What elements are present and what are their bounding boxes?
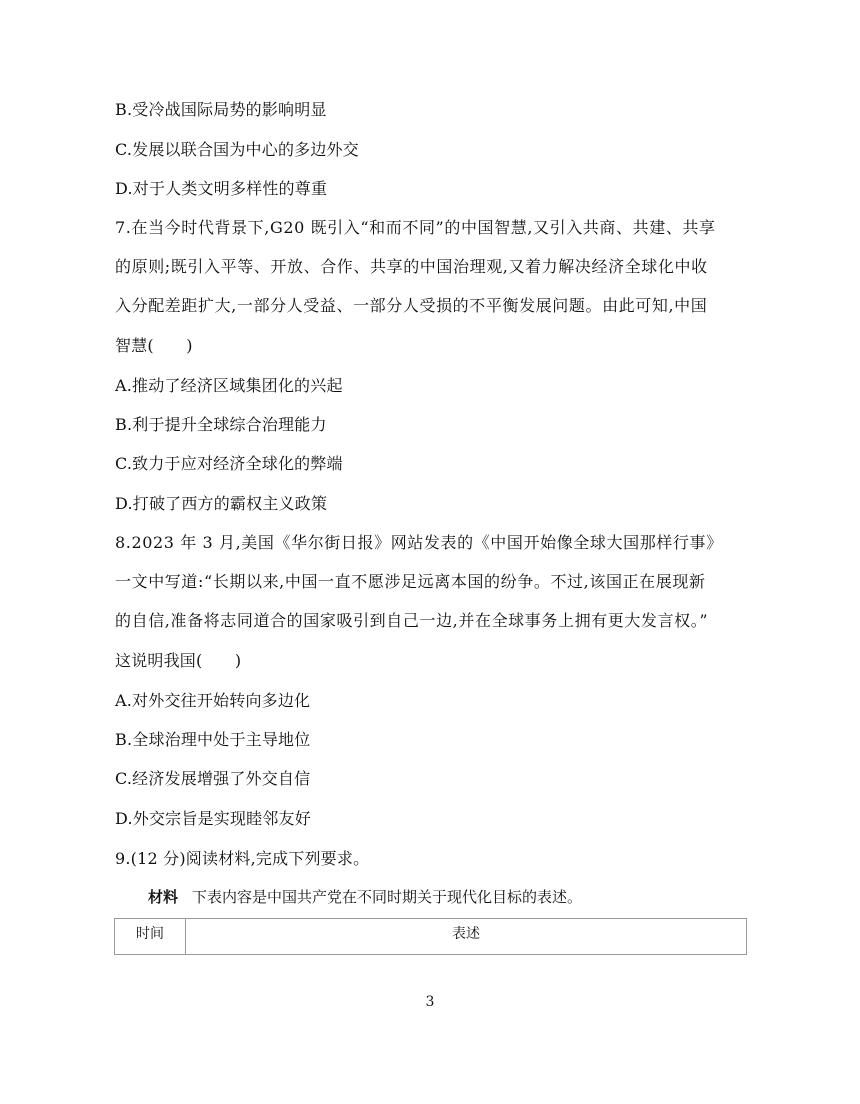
option-8d: D.外交宗旨是实现睦邻友好 bbox=[115, 809, 311, 828]
table-header-row bbox=[115, 919, 747, 955]
question-8-line-1: 8.2023 年 3 月,美国《华尔街日报》网站发表的《中国开始像全球大国那样行事》 bbox=[115, 533, 723, 552]
option-7d: D.打破了西方的霸权主义政策 bbox=[115, 494, 328, 513]
question-7-line-2: 的原则;既引入平等、开放、合作、共享的中国治理观,又着力解决经济全球化中收 bbox=[115, 257, 708, 276]
table-header-time: 时间 bbox=[115, 919, 186, 955]
question-7-line-4: 智慧( ) bbox=[115, 336, 193, 355]
question-7-line-1: 7.在当今时代背景下,G20 既引入“和而不同”的中国智慧,又引入共商、共建、共享 bbox=[115, 218, 716, 237]
material-text: 下表内容是中国共产党在不同时期关于现代化目标的表述。 bbox=[192, 888, 583, 906]
page-number: 3 bbox=[425, 994, 435, 1010]
material-tag: 材料 bbox=[148, 888, 179, 906]
question-8-line-2: 一文中写道:“长期以来,中国一直不愿涉足远离本国的纷争。不过,该国正在展现新 bbox=[115, 572, 706, 591]
option-6b: B.受冷战国际局势的影响明显 bbox=[115, 100, 327, 119]
option-6d: D.对于人类文明多样性的尊重 bbox=[115, 179, 328, 198]
option-8c: C.经济发展增强了外交自信 bbox=[115, 769, 311, 788]
material-table bbox=[114, 918, 747, 955]
question-8-line-3: 的自信,准备将志同道合的国家吸引到自己一边,并在全球事务上拥有更大发言权。” bbox=[115, 611, 709, 630]
table-header-statement: 表述 bbox=[186, 919, 747, 955]
question-9-stem: 9.(12 分)阅读材料,完成下列要求。 bbox=[115, 849, 370, 868]
option-7c: C.致力于应对经济全球化的弊端 bbox=[115, 454, 343, 473]
option-8b: B.全球治理中处于主导地位 bbox=[115, 730, 311, 749]
option-7b: B.利于提升全球综合治理能力 bbox=[115, 415, 327, 434]
question-8-line-4: 这说明我国( ) bbox=[115, 651, 242, 670]
option-8a: A.对外交往开始转向多边化 bbox=[115, 691, 311, 710]
question-7-line-3: 入分配差距扩大,一部分人受益、一部分人受损的不平衡发展问题。由此可知,中国 bbox=[115, 296, 708, 315]
option-6c: C.发展以联合国为中心的多边外交 bbox=[115, 140, 359, 159]
material-intro bbox=[148, 886, 582, 908]
option-7a: A.推动了经济区域集团化的兴起 bbox=[115, 376, 343, 395]
